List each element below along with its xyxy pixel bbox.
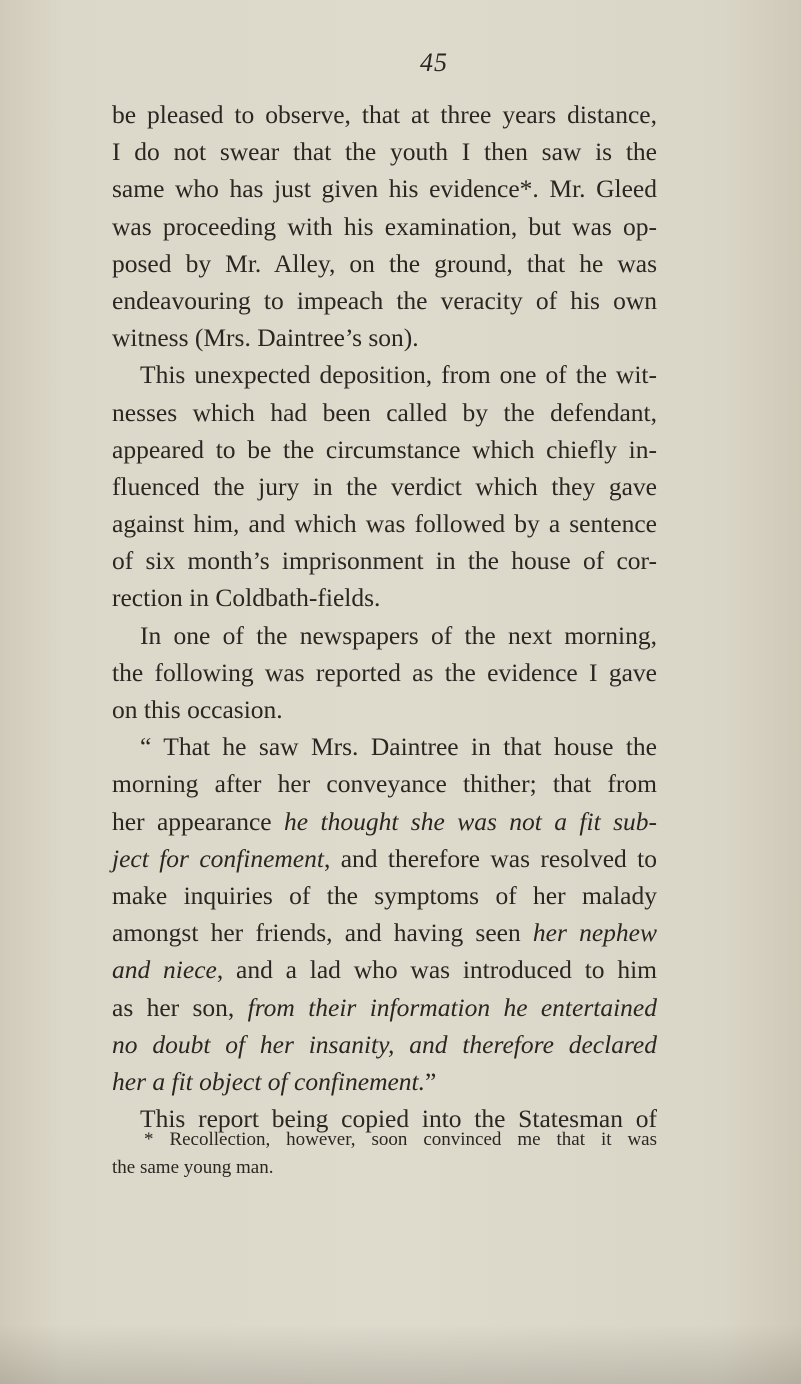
text-run: the same young man. <box>112 1157 274 1178</box>
text-run: In one of the newspapers of the next morning, <box>140 620 657 650</box>
text-run: against him, and which was followed by a sentence <box>112 509 657 539</box>
italic-run: her nephew <box>532 918 657 948</box>
text-line <box>112 654 657 691</box>
text-run: amongst her friends, and having seen <box>112 918 533 948</box>
text-line <box>112 765 657 802</box>
text-line <box>112 505 657 542</box>
text-line <box>112 1026 657 1063</box>
text-line <box>112 356 657 393</box>
text-line <box>112 579 657 616</box>
text-run: the following was reported as the evidence I gave <box>112 657 657 687</box>
text-run: This unexpected deposition, from one of the wit- <box>140 360 657 390</box>
text-run: ” <box>425 1066 437 1096</box>
text-line <box>112 96 657 133</box>
text-run: nesses which had been called by the defendant, <box>112 397 657 427</box>
text-run: fluenced the jury in the verdict which they gave <box>112 471 657 501</box>
text-line <box>112 282 657 319</box>
italic-run: ject for confinement <box>112 843 324 873</box>
text-line <box>112 468 657 505</box>
text-run: I do not swear that the youth I then saw is the <box>112 137 657 167</box>
text-line <box>112 728 657 765</box>
text-run: appeared to be the circumstance which chiefly in- <box>112 434 657 464</box>
text-line <box>112 208 657 245</box>
text-line <box>112 542 657 579</box>
text-run: be pleased to observe, that at three years distance, <box>112 100 657 129</box>
text-run: her appearance <box>112 806 285 836</box>
italic-run: her a fit object of confinement. <box>112 1066 426 1096</box>
text-line <box>112 840 657 877</box>
text-run: , and a lad who was introduced to him <box>216 955 657 985</box>
text-run: This report being copied into the Statesman of <box>140 1104 657 1134</box>
text-line <box>112 989 657 1026</box>
text-line <box>112 245 657 282</box>
page-number: 45 <box>420 48 448 77</box>
text-run: on this occasion. <box>112 695 283 724</box>
text-line <box>112 803 657 840</box>
text-line <box>112 431 657 468</box>
text-line <box>112 951 657 988</box>
italic-run: and niece <box>112 955 217 985</box>
text-run: , and therefore was resolved to <box>323 843 657 873</box>
text-run: endeavouring to impeach the veracity of his own <box>112 285 657 315</box>
text-line <box>112 1063 657 1100</box>
text-run: witness (Mrs. Daintree’s son). <box>112 323 419 353</box>
footnote <box>112 1126 657 1182</box>
text-run: was proceeding with his examination, but was op- <box>112 211 657 241</box>
text-run: * Recollection, however, soon convinced me that it was <box>144 1129 657 1150</box>
text-run: make inquiries of the symptoms of her malady <box>112 880 657 910</box>
page-edge-shadow <box>0 1324 801 1384</box>
text-line <box>112 133 657 170</box>
text-run: posed by Mr. Alley, on the ground, that he was <box>112 248 657 278</box>
text-line <box>112 691 657 728</box>
text-line <box>112 394 657 431</box>
italic-run: from their information he entertained <box>247 992 657 1022</box>
italic-run: he thought she was not a fit sub- <box>284 806 657 836</box>
text-run: rection in Coldbath-fields. <box>112 583 381 613</box>
text-line <box>112 914 657 951</box>
text-line <box>112 617 657 654</box>
text-run: morning after her conveyance thither; that from <box>112 769 657 799</box>
text-run: of six month’s imprisonment in the house of cor- <box>112 546 657 576</box>
text-line <box>112 877 657 914</box>
footnote-line <box>112 1126 657 1154</box>
text-run: same who has just given his evidence*. Mr. Gleed <box>112 174 657 204</box>
footnote-line <box>112 1154 657 1182</box>
text-run: “ That he saw Mrs. Daintree in that house the <box>140 732 657 762</box>
italic-run: no doubt of her insanity, and therefore declared <box>112 1029 657 1059</box>
text-line <box>112 170 657 207</box>
text-run: as her son, <box>112 992 248 1022</box>
body-text <box>112 96 657 1137</box>
text-line <box>112 319 657 356</box>
